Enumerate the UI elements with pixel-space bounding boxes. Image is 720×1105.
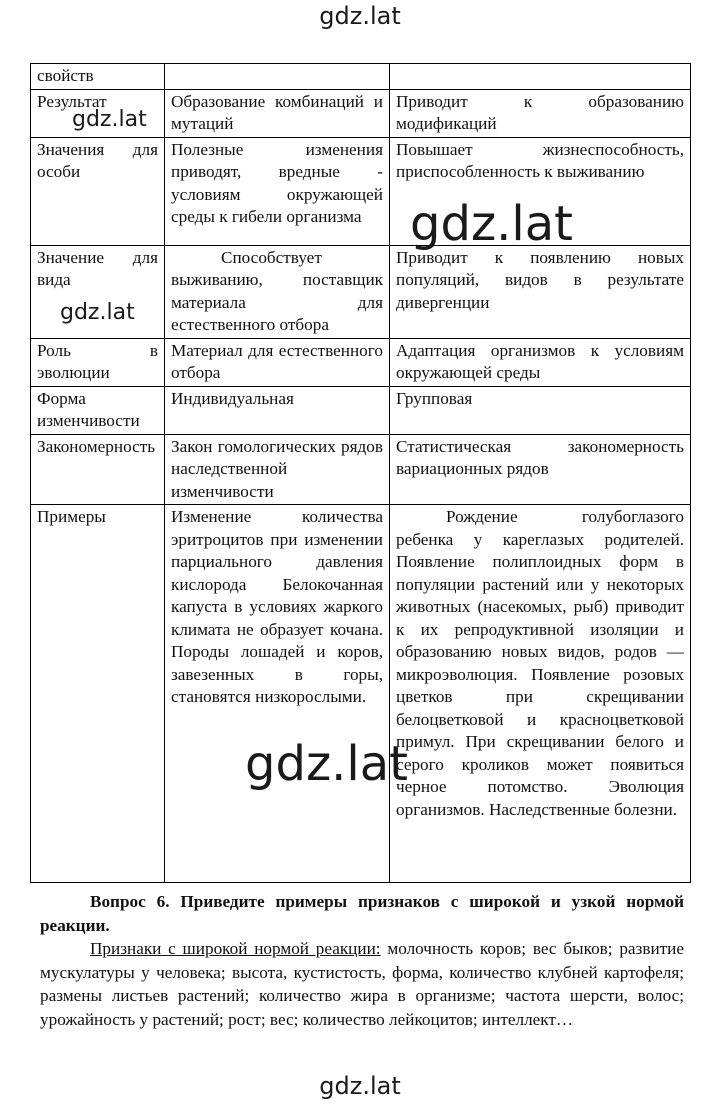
answer-body: молочность коров; вес быков; развитие мускулатуры у человека; высота, кустистость, форма, количество клубней картофеля; размены листьев растений; количество жира в организме; частота шерсти, волос; урожайность у растений; рост; вес; количество лейкоцитов; интеллект… <box>40 939 685 1029</box>
table-row <box>31 137 691 245</box>
row-label: Форма изменчивости <box>31 386 165 434</box>
hereditary-cell: Материал для естественного отбора <box>165 338 390 386</box>
table-row <box>31 338 691 386</box>
hereditary-cell: Полезные изменения приводят, вредные - условиям окружающей среды к гибели организма <box>165 137 390 245</box>
question-block <box>40 890 684 1031</box>
watermark-species-cell: gdz.lat <box>60 300 135 325</box>
answer-lead: Признаки с широкой нормой реакции: <box>90 939 381 958</box>
modification-cell: Приводит к появлению новых популяций, видов в результате дивергенции <box>390 245 691 338</box>
watermark-bottom: gdz.lat <box>319 1072 401 1100</box>
row-label: Значение для вида <box>31 245 165 338</box>
watermark-large-middle: gdz.lat <box>410 196 573 252</box>
row-label: Значения для особи <box>31 137 165 245</box>
hereditary-cell: Способствует выживанию, поставщик материала для естественного отбора <box>165 245 390 338</box>
modification-cell: Групповая <box>390 386 691 434</box>
modification-cell <box>390 64 691 90</box>
question-title: Вопрос 6. Приведите примеры признаков с широкой и узкой нормой реакции. <box>40 892 684 935</box>
modification-cell: Адаптация организмов к условиям окружающей среды <box>390 338 691 386</box>
watermark-top: gdz.lat <box>319 2 401 30</box>
table-row <box>31 386 691 434</box>
modification-cell: Приводит к образованию модификаций <box>390 89 691 137</box>
table-row <box>31 434 691 505</box>
table-row <box>31 505 691 883</box>
hereditary-cell: Образование комбинаций и мутаций <box>165 89 390 137</box>
row-label: Роль в эволюции <box>31 338 165 386</box>
hereditary-cell: Индивидуальная <box>165 386 390 434</box>
modification-cell: Повышает жизнеспособность, приспособленность к выживанию <box>390 137 691 245</box>
table-row <box>31 64 691 90</box>
row-label: Закономерность <box>31 434 165 505</box>
row-label: Результат <box>31 89 165 137</box>
modification-cell: Рождение голубоглазого ребенка у кареглазых родителей. Появление полиплоидных форм в популяции растений или у некоторых животных (насекомых, рыб) приводит к их репродуктивной изоляции и образованию новых видов, родов — микроэволюция. Появление розовых цветков при скрещивании белоцветковой и красноцветковой примул. При скрещивании белого и серого кроликов может появиться черное потомство. Эволюция организмов. Наследственные болезни. <box>390 505 691 883</box>
hereditary-cell: Закон гомологических рядов наследственной изменчивости <box>165 434 390 505</box>
hereditary-cell <box>165 64 390 90</box>
answer-paragraph <box>40 937 684 1031</box>
watermark-large-lower: gdz.lat <box>245 736 408 792</box>
watermark-result-cell: gdz.lat <box>72 107 147 132</box>
hereditary-cell: Изменение количества эритроцитов при изменении парциального давления кислорода Белокочанная капуста в условиях жаркого климата не образует кочана. Породы лошадей и коров, завезенных в горы, становятся низкорослыми. <box>165 505 390 883</box>
row-label: Примеры <box>31 505 165 883</box>
modification-cell: Статистическая закономерность вариационных рядов <box>390 434 691 505</box>
row-label: свойств <box>31 64 165 90</box>
